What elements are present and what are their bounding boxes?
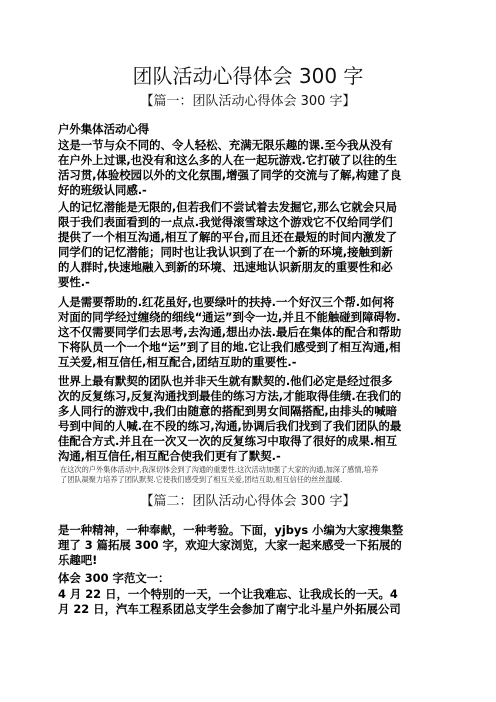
small-text-line: 在这次的户外集体活动中,我深切体会到了沟通的重要性.这次活动加强了大家的沟通,加深了感情,培养 bbox=[60, 465, 379, 474]
text-line: 这不仅需要同学们去思考,去沟通,想出办法.最后在集体的配合和帮助 bbox=[58, 325, 402, 339]
text-line: 号到中间的人喊.在不段的练习,沟通,协调后我们找到了我们团队的最 bbox=[58, 419, 402, 433]
text-line: 互关爱,相互信任,相互配合,团结互助的重要性.- bbox=[58, 355, 297, 369]
text-line: 是一种精神，一种奉献，一种考验。下面，yjbys 小编为大家搜集整 bbox=[58, 523, 404, 537]
section-heading-1: 【篇一：团队活动心得体会 300 字】 bbox=[140, 94, 356, 109]
text-line: 沟通,相互信任,相互配合使我们更有了默契.- bbox=[58, 449, 281, 463]
text-line: 乐趣吧! bbox=[58, 553, 98, 567]
paragraph-heading: 户外集体活动心得 bbox=[58, 122, 150, 136]
document-title: 团队活动心得体会 300 字 bbox=[132, 64, 364, 88]
text-line: 下将队员一个一个地“运”到了目的地.它让我们感受到了相互沟通,相 bbox=[58, 340, 401, 354]
text-line: 4 月 22 日，一个特别的一天，一个让我难忘、让我成长的一天。4 bbox=[58, 587, 398, 601]
text-line: 要性.- bbox=[58, 275, 90, 289]
text-line: 多人同行的游戏中,我们由随意的搭配到男女间隔搭配,由排头的喊暗 bbox=[58, 404, 397, 418]
text-line: 理了 3 篇拓展 300 字，欢迎大家浏览，大家一起来感受一下拓展的 bbox=[58, 538, 402, 552]
text-line: 人是需要帮助的.红花虽好,也要绿叶的扶持.一个好汉三个帮.如何将 bbox=[58, 295, 395, 309]
text-line: 这是一节与众不同的、令人轻松、充满无限乐趣的课.至今我从没有 bbox=[58, 138, 393, 152]
text-line: 人的记忆潜能是无限的,但若我们不尝试着去发掘它,那么它就会只局 bbox=[58, 200, 397, 214]
text-line: 活习贯,体验校园以外的文化氛围,增强了同学的交流与了解,构建了良 bbox=[58, 168, 402, 182]
paragraph-heading: 体会 300 字范文一： bbox=[58, 571, 170, 585]
text-line: 好的班级认同感.- bbox=[58, 183, 147, 197]
text-line: 同学们的记忆潜能；同时也让我认识到了在一个新的环境,接触到新 bbox=[58, 245, 393, 259]
text-line: 在户外上过课,也没有和这么多的人在一起玩游戏.它打破了以往的生 bbox=[58, 153, 397, 167]
small-text-line: 了团队凝聚力培养了团队默契.它使我们感受到了相互关爱,团结互助,相互信任的丝丝温暖. bbox=[60, 475, 343, 484]
text-line: 佳配合方式.并且在一次又一次的反复练习中取得了很好的成果.相互 bbox=[58, 434, 397, 448]
text-line: 对面的同学经过缠绕的细线“通运”到令一边,并且不能触碰到障碍物. bbox=[58, 310, 401, 324]
section-heading-2: 【篇二：团队活动心得体会 300 字】 bbox=[140, 494, 356, 509]
text-line: 世界上最有默契的团队也并非天生就有默契的.他们必定是经过很多 bbox=[58, 374, 393, 388]
text-line: 的人群时,快速地融入到新的环境、迅速地认识新朋友的重要性和必 bbox=[58, 260, 393, 274]
text-line: 限于我们表面看到的一点点.我觉得滚雪球这个游戏它不仅给同学们 bbox=[58, 215, 393, 229]
text-line: 提供了一个相互沟通,相互了解的平台,而且还在最短的时间内激发了 bbox=[58, 230, 397, 244]
text-line: 月 22 日，汽车工程系团总支学生会参加了南宁北斗星户外拓展公司 bbox=[58, 602, 401, 616]
text-line: 次的反复练习,反复沟通找到最佳的练习方法,才能取得佳绩.在我们的 bbox=[58, 389, 402, 403]
